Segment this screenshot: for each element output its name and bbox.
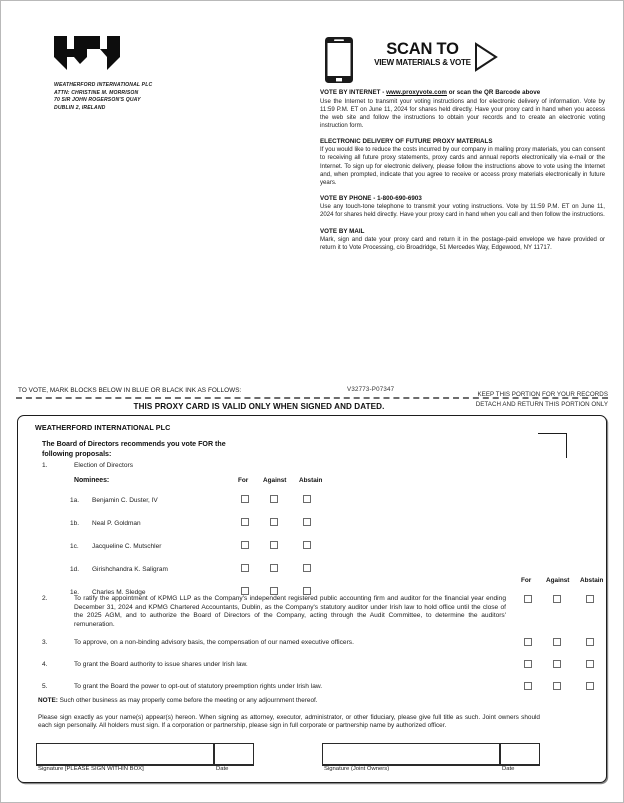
proposal-4-abstain-checkbox[interactable] bbox=[586, 660, 594, 668]
vote-by-phone-section bbox=[320, 194, 605, 220]
address-line-2: ATTN: CHRISTINE M. MORRISON bbox=[54, 89, 139, 96]
nominee-index-1b: 1b. bbox=[70, 520, 80, 527]
play-triangle-icon bbox=[474, 42, 498, 72]
nominee-name-1c: Jacqueline C. Mutschler bbox=[92, 543, 162, 550]
company-address bbox=[54, 82, 254, 112]
signature-caption-primary: Signature [PLEASE SIGN WITHIN BOX] bbox=[38, 766, 144, 772]
detach-portion-line: DETACH AND RETURN THIS PORTION ONLY bbox=[475, 400, 608, 408]
proposal-1-title: Election of Directors bbox=[74, 462, 133, 469]
nominee-1e-abstain-checkbox[interactable] bbox=[303, 587, 311, 595]
proposal-4-number: 4. bbox=[42, 661, 48, 668]
weatherford-logo-icon bbox=[54, 36, 120, 70]
signature-box-joint[interactable] bbox=[322, 743, 500, 765]
nominee-index-1e: 1e. bbox=[70, 589, 80, 596]
signature-box-primary[interactable] bbox=[36, 743, 214, 765]
date-caption-joint: Date bbox=[502, 766, 515, 772]
nominee-1d-for-checkbox[interactable] bbox=[241, 564, 249, 572]
column-header-abstain: Abstain bbox=[299, 477, 323, 484]
note-label: NOTE: bbox=[38, 697, 58, 704]
signing-instructions: Please sign exactly as your name(s) appear(s) hereon. When signing as attorney, executor, administrator, or other fiduciary, please give full title as such. Joint owners should each sign personally. All holders must sign. If a corporation or partnership, please sign in full corporate or partnership name by authorized officer. bbox=[38, 713, 540, 730]
nominee-name-1d: Girishchandra K. Saligram bbox=[92, 566, 168, 573]
date-caption-primary: Date bbox=[216, 766, 229, 772]
electronic-delivery-heading: ELECTRONIC DELIVERY OF FUTURE PROXY MATERIALS bbox=[320, 137, 493, 145]
vote-by-mail-body: Mark, sign and date your proxy card and return it in the postage-paid envelope we have provided or return it to Vote Processing, c/o Broadridge, 51 Mercedes Way, Edgewood, NY 11717. bbox=[320, 236, 605, 252]
proposal-3-number: 3. bbox=[42, 639, 48, 646]
date-box-joint[interactable] bbox=[500, 743, 540, 765]
scan-banner-text bbox=[370, 40, 475, 68]
nominee-1e-against-checkbox[interactable] bbox=[270, 587, 278, 595]
nominee-name-1b: Neal P. Goldman bbox=[92, 520, 141, 527]
vote-by-internet-heading bbox=[320, 88, 605, 97]
scan-to-vote-banner bbox=[322, 36, 497, 84]
proposal-2-against-checkbox[interactable] bbox=[553, 595, 561, 603]
column-header-against-right: Against bbox=[546, 577, 570, 584]
vote-by-internet-section bbox=[320, 88, 605, 130]
vote-by-mail-heading: VOTE BY MAIL bbox=[320, 227, 365, 235]
proposal-2-abstain-checkbox[interactable] bbox=[586, 595, 594, 603]
proposal-4-text: To grant the Board authority to issue shares under Irish law. bbox=[74, 661, 248, 668]
vote-by-phone-body: Use any touch-tone telephone to transmit your voting instructions. Vote by 11:59 P.M. ET on June 11, 2024 for shares held directly. Have your proxy card in hand when you call and then follow the instructions. bbox=[320, 203, 605, 219]
note-text: Such other business as may properly come before the meeting or any adjournment thereof. bbox=[57, 697, 318, 704]
signature-area bbox=[36, 743, 590, 777]
proxy-validity-statement: THIS PROXY CARD IS VALID ONLY WHEN SIGNED AND DATED. bbox=[133, 402, 385, 411]
column-header-against: Against bbox=[263, 477, 287, 484]
date-box-primary[interactable] bbox=[214, 743, 254, 765]
proposal-2-for-checkbox[interactable] bbox=[524, 595, 532, 603]
registration-corner-mark bbox=[538, 433, 567, 458]
note-block bbox=[38, 697, 540, 731]
proposal-5-number: 5. bbox=[42, 683, 48, 690]
scan-subtitle: VIEW MATERIALS & VOTE bbox=[374, 58, 471, 67]
nominee-1d-abstain-checkbox[interactable] bbox=[303, 564, 311, 572]
proposal-3-abstain-checkbox[interactable] bbox=[586, 638, 594, 646]
nominee-1b-against-checkbox[interactable] bbox=[270, 518, 278, 526]
proposal-4-for-checkbox[interactable] bbox=[524, 660, 532, 668]
nominee-index-1a: 1a. bbox=[70, 497, 80, 504]
smartphone-icon bbox=[324, 36, 354, 84]
signature-caption-joint: Signature (Joint Owners) bbox=[324, 766, 390, 772]
voting-instructions bbox=[320, 88, 605, 252]
nominee-1b-for-checkbox[interactable] bbox=[241, 518, 249, 526]
proposal-1-number: 1. bbox=[42, 462, 48, 469]
vote-by-internet-body: Use the Internet to transmit your voting instructions and for electronic delivery of information. Vote by 11:59 P.M. ET on June 11, 2024 for shares held directly. Have your proxy card in hand when you access the web site and follow the instructions to obtain your records and to create an electronic voting instruction form. bbox=[320, 97, 605, 129]
nominee-1c-abstain-checkbox[interactable] bbox=[303, 541, 311, 549]
address-line-4: DUBLIN 2, IRELAND bbox=[54, 104, 106, 111]
control-number: V32773-P07347 bbox=[347, 386, 395, 393]
note-line bbox=[38, 697, 540, 706]
tear-dashed-line bbox=[16, 397, 608, 399]
nominee-1c-against-checkbox[interactable] bbox=[270, 541, 278, 549]
vote-internet-heading-suffix: or scan the QR Barcode above bbox=[446, 89, 541, 96]
spacer bbox=[320, 187, 605, 194]
nominee-name-1a: Benjamin C. Duster, IV bbox=[92, 497, 158, 504]
nominee-1a-abstain-checkbox[interactable] bbox=[303, 495, 311, 503]
proposal-5-abstain-checkbox[interactable] bbox=[586, 682, 594, 690]
keep-portion-line: KEEP THIS PORTION FOR YOUR RECORDS bbox=[477, 391, 608, 398]
mark-blocks-instruction: TO VOTE, MARK BLOCKS BELOW IN BLUE OR BLACK INK AS FOLLOWS: bbox=[18, 387, 242, 394]
proposal-3-for-checkbox[interactable] bbox=[524, 638, 532, 646]
nominee-index-1d: 1d. bbox=[70, 566, 80, 573]
nominee-name-1e: Charles M. Sledge bbox=[92, 589, 146, 596]
proposal-3-against-checkbox[interactable] bbox=[553, 638, 561, 646]
vote-by-phone-heading: VOTE BY PHONE - 1-800-690-6903 bbox=[320, 194, 422, 202]
card-company-name: WEATHERFORD INTERNATIONAL PLC bbox=[35, 423, 171, 432]
proposal-5-text: To grant the Board the power to opt-out of statutory preemption rights under Irish law. bbox=[74, 683, 323, 690]
column-header-for-right: For bbox=[521, 577, 532, 584]
electronic-delivery-section bbox=[320, 137, 605, 187]
proposal-5-for-checkbox[interactable] bbox=[524, 682, 532, 690]
vote-by-mail-section bbox=[320, 227, 605, 253]
scan-title: SCAN TO bbox=[386, 40, 459, 58]
nominee-1a-for-checkbox[interactable] bbox=[241, 495, 249, 503]
nominee-1e-for-checkbox[interactable] bbox=[241, 587, 249, 595]
proxy-card bbox=[17, 415, 607, 783]
nominee-1d-against-checkbox[interactable] bbox=[270, 564, 278, 572]
proposal-3-text: To approve, on a non-binding advisory basis, the compensation of our named executive officers. bbox=[74, 639, 354, 646]
column-header-abstain-right: Abstain bbox=[580, 577, 604, 584]
nominee-1a-against-checkbox[interactable] bbox=[270, 495, 278, 503]
proposal-2-number: 2. bbox=[42, 595, 48, 602]
nominee-1c-for-checkbox[interactable] bbox=[241, 541, 249, 549]
address-line-1: WEATHERFORD INTERNATIONAL PLC bbox=[54, 82, 153, 88]
address-line-3: 70 SIR JOHN ROGERSON'S QUAY bbox=[54, 97, 141, 104]
vote-internet-heading-prefix: VOTE BY INTERNET - bbox=[320, 89, 387, 96]
spacer bbox=[320, 220, 605, 227]
electronic-delivery-body: If you would like to reduce the costs incurred by our company in mailing proxy materials, you can consent to receiving all future proxy statements, proxy cards and annual reports electronically via e-mail or the Internet. To sign up for electronic delivery, please follow the instructions above to vote using the Internet and, when prompted, indicate that you agree to receive or access proxy materials electronically in future years. bbox=[320, 146, 605, 186]
board-recommendation: The Board of Directors recommends you vote FOR the following proposals: bbox=[42, 440, 226, 458]
company-identity-block bbox=[54, 36, 254, 112]
proposal-4-against-checkbox[interactable] bbox=[553, 660, 561, 668]
nominee-1b-abstain-checkbox[interactable] bbox=[303, 518, 311, 526]
column-header-for: For bbox=[238, 477, 249, 484]
proposal-2-text: To ratify the appointment of KPMG LLP as the Company's independent registered public accounting firm and auditor for the financial year ending December 31, 2024 and KPMG Chartered Accountants, Dublin, as the Company's statutory auditor under Irish law to hold office until the close of the 2025 AGM, and to authorize the Board of Directors of the Company, acting through the Audit Committee, to determine the auditors' remuneration. bbox=[74, 595, 506, 629]
spacer bbox=[320, 130, 605, 137]
nominees-label: Nominees: bbox=[74, 477, 110, 484]
proxyvote-link[interactable]: www.proxyvote.com bbox=[386, 89, 447, 96]
proposal-5-against-checkbox[interactable] bbox=[553, 682, 561, 690]
nominee-index-1c: 1c. bbox=[70, 543, 79, 550]
